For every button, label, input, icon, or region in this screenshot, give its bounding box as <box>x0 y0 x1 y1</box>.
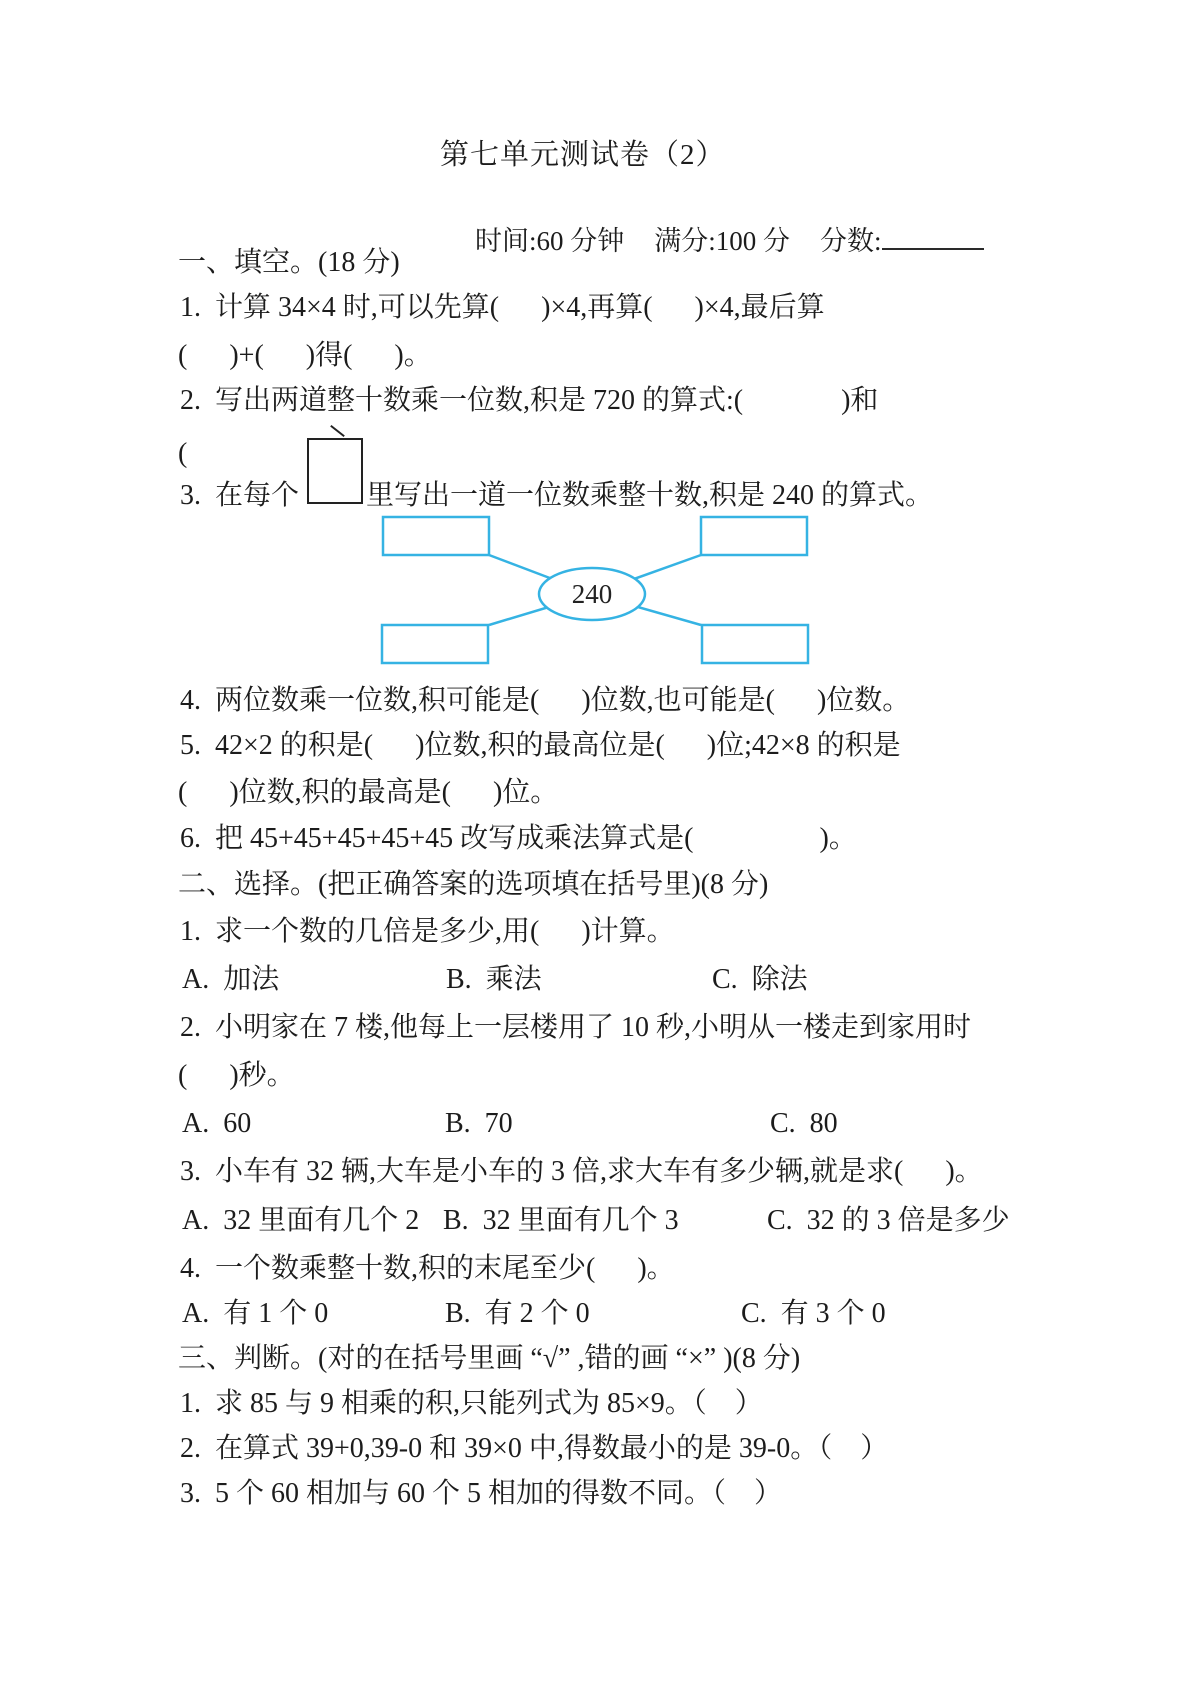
choice-q4-option-c: C. 有 3 个 0 <box>741 1298 886 1329</box>
fill-q5-line2: ( )位数,积的最高是( )位。 <box>178 777 559 808</box>
diagram-box-top-left <box>383 517 489 555</box>
choice-q3: 3. 小车有 32 辆,大车是小车的 3 倍,求大车有多少辆,就是求( )。 <box>180 1156 983 1187</box>
fill-q2-line1: 2. 写出两道整十数乘一位数,积是 720 的算式:( )和 <box>180 385 879 416</box>
choice-q2-option-b: B. 70 <box>445 1108 513 1139</box>
choice-q1: 1. 求一个数的几倍是多少,用( )计算。 <box>180 916 675 947</box>
score-blank-line <box>882 226 984 250</box>
choice-q4-option-a: A. 有 1 个 0 <box>182 1298 329 1329</box>
diagram-box-bottom-left <box>382 625 488 663</box>
choice-q2-option-c: C. 80 <box>770 1108 838 1139</box>
diagram-box-top-right <box>701 517 807 555</box>
fill-q1-line2: ( )+( )得( )。 <box>178 340 432 371</box>
choice-q4-option-b: B. 有 2 个 0 <box>445 1298 590 1329</box>
choice-q4: 4. 一个数乘整十数,积的末尾至少( )。 <box>180 1253 675 1284</box>
section2-header: 二、选择。(把正确答案的选项填在括号里)(8 分) <box>178 869 769 900</box>
diagram-center-label: 240 <box>571 579 613 609</box>
diagram-box-bottom-right <box>702 625 808 663</box>
choice-q1-option-b: B. 乘法 <box>446 964 542 995</box>
q3-box-tick-mark <box>330 425 345 437</box>
choice-q3-option-a: A. 32 里面有几个 2 <box>182 1205 420 1236</box>
q3-answer-box <box>307 438 363 504</box>
fill-q6: 6. 把 45+45+45+45+45 改写成乘法算式是( )。 <box>180 823 857 854</box>
choice-q1-option-c: C. 除法 <box>712 964 808 995</box>
choice-q2-line1: 2. 小明家在 7 楼,他每上一层楼用了 10 秒,小明从一楼走到家用时 <box>180 1012 972 1043</box>
choice-q3-option-c: C. 32 的 3 倍是多少 <box>767 1205 1010 1236</box>
judge-q1: 1. 求 85 与 9 相乘的积,只能列式为 85×9。（ ） <box>180 1388 763 1419</box>
judge-q3: 3. 5 个 60 相加与 60 个 5 相加的得数不同。（ ） <box>180 1478 783 1509</box>
judge-q2: 2. 在算式 39+0,39-0 和 39×0 中,得数最小的是 39-0。（ ） <box>180 1433 889 1464</box>
fill-q3-suffix: 里写出一道一位数乘整十数,积是 240 的算式。 <box>366 480 934 511</box>
choice-q2-line2: ( )秒。 <box>178 1060 295 1091</box>
fill-q5-line1: 5. 42×2 的积是( )位数,积的最高位是( )位;42×8 的积是 <box>180 730 901 761</box>
full-marks: 满分:100 分 <box>654 226 791 256</box>
section1-header: 一、填空。(18 分) <box>178 247 400 278</box>
choice-q2-option-a: A. 60 <box>182 1108 252 1139</box>
page-title: 第七单元测试卷（2） <box>440 139 726 171</box>
fill-q2-line2: ( <box>178 438 188 469</box>
choice-q1-option-a: A. 加法 <box>182 964 280 995</box>
section3-header: 三、判断。(对的在括号里画 “√” ,错的画 “×” )(8 分) <box>178 1343 801 1374</box>
time-limit: 时间:60 分钟 <box>475 226 625 256</box>
score-label: 分数: <box>820 226 882 256</box>
fill-q3-prefix: 3. 在每个 <box>180 480 300 511</box>
info-line <box>448 190 984 292</box>
fill-q1-line1: 1. 计算 34×4 时,可以先算( )×4,再算( )×4,最后算 <box>180 292 825 323</box>
fill-q4: 4. 两位数乘一位数,积可能是( )位数,也可能是( )位数。 <box>180 685 911 716</box>
q3-diagram <box>330 498 820 683</box>
choice-q3-option-b: B. 32 里面有几个 3 <box>443 1205 679 1236</box>
